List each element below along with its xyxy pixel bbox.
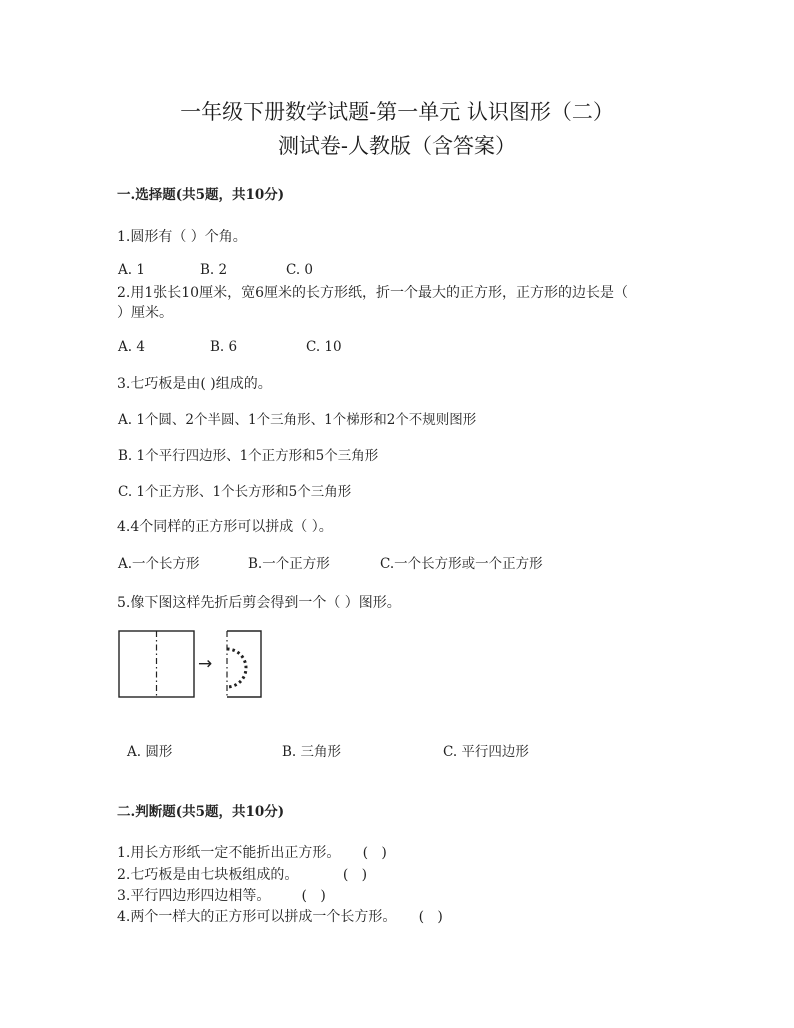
- question-2-line1: 2.用1张长10厘米，宽6厘米的长方形纸，折一个最大的正方形，正方形的边长是（: [117, 285, 628, 301]
- q3-option-b: B. 1个平行四边形、1个正方形和5个三角形: [118, 448, 379, 464]
- judge-item-2: 2.七巧板是由七块板组成的。 ( ): [117, 867, 368, 883]
- judge-item-1: 1.用长方形纸一定不能折出正方形。 ( ): [117, 845, 387, 861]
- q4-option-b: B.一个正方形: [248, 556, 330, 572]
- question-5: 5.像下图这样先折后剪会得到一个（ ）图形。: [117, 595, 401, 611]
- q5-option-b: B. 三角形: [282, 744, 342, 760]
- q5-option-c: C. 平行四边形: [443, 744, 529, 760]
- doc-title-line2: 测试卷-人教版（含答案）: [277, 134, 517, 158]
- section1-heading: 一.选择题(共5题，共10分): [117, 187, 285, 203]
- q4-option-c: C.一个长方形或一个正方形: [380, 556, 543, 572]
- question-2-line2: ）厘米。: [117, 305, 173, 321]
- q2-option-a: A. 4: [118, 339, 145, 355]
- judge-item-4: 4.两个一样大的正方形可以拼成一个长方形。 ( ): [117, 909, 443, 925]
- q2-option-c: C. 10: [306, 339, 342, 355]
- q4-option-a: A.一个长方形: [118, 556, 200, 572]
- half-paper-rect: [227, 631, 261, 697]
- arrow-icon: →: [198, 654, 213, 674]
- judge-item-3: 3.平行四边形四边相等。 ( ): [117, 888, 326, 904]
- doc-title-line1: 一年级下册数学试题-第一单元 认识图形（二）: [180, 100, 614, 124]
- q2-option-b: B. 6: [210, 339, 238, 355]
- question-3: 3.七巧板是由( )组成的。: [117, 376, 272, 392]
- cut-arc: [227, 649, 246, 687]
- question-4: 4.4个同样的正方形可以拼成（ ）。: [117, 519, 333, 535]
- section2-heading: 二.判断题(共5题，共10分): [117, 804, 285, 820]
- q1-option-a: A. 1: [118, 262, 145, 278]
- q5-option-a: A. 圆形: [127, 744, 173, 760]
- q1-option-c: C. 0: [286, 262, 314, 278]
- q3-option-c: C. 1个正方形、1个长方形和5个三角形: [118, 484, 352, 500]
- q1-option-b: B. 2: [200, 262, 228, 278]
- fold-cut-figure: [118, 628, 268, 704]
- question-1: 1.圆形有（ ）个角。: [117, 229, 247, 245]
- q3-option-a: A. 1个圆、2个半圆、1个三角形、1个梯形和2个不规则图形: [118, 412, 477, 428]
